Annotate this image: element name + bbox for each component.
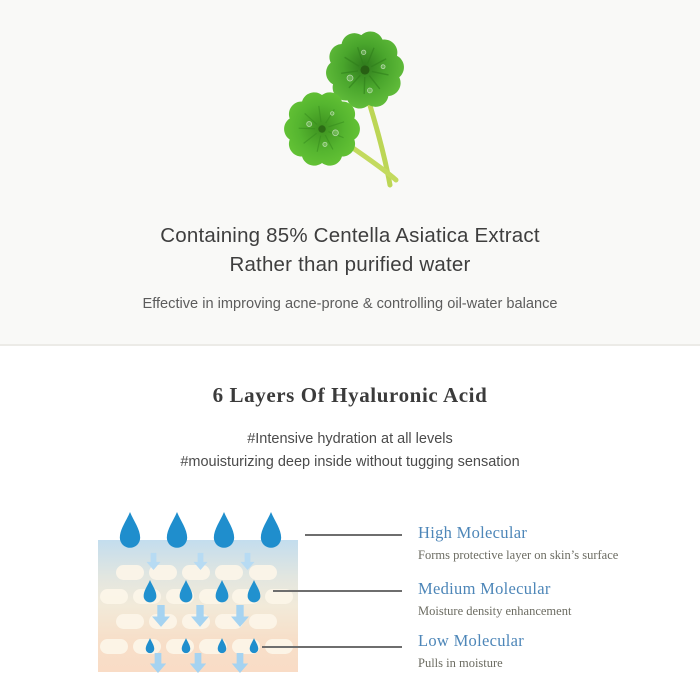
connector-line-high: [305, 534, 402, 536]
centella-heading-line2: Rather than purified water: [229, 253, 471, 276]
connector-line-low: [262, 646, 402, 648]
centella-leaves-illustration: [278, 22, 428, 190]
hyaluronic-heading: 6 Layers Of Hyaluronic Acid: [212, 383, 488, 407]
centella-subtext: Effective in improving acne-prone & controlling oil-water balance: [142, 296, 558, 312]
label-medium-molecular-description: Moisture density enhancement: [418, 604, 572, 618]
centella-section: [0, 0, 700, 346]
hashtag-line-2: #mouisturizing deep inside without tugging sensation: [180, 453, 520, 470]
label-high-molecular-description: Forms protective layer on skin’s surface: [418, 548, 619, 562]
skin-layers-diagram: [88, 492, 320, 692]
hashtag-line-1: #Intensive hydration at all levels: [247, 431, 453, 447]
label-low-molecular: Low Molecular: [418, 631, 525, 650]
centella-heading-line1: Containing 85% Centella Asiatica Extract: [160, 224, 540, 247]
hashtag-lines: [0, 428, 700, 473]
centella-heading: [0, 221, 700, 279]
connector-line-medium: [273, 590, 402, 592]
label-high-molecular: High Molecular: [418, 523, 528, 542]
label-low-molecular-description: Pulls in moisture: [418, 656, 503, 670]
label-medium-molecular: Medium Molecular: [418, 579, 551, 598]
